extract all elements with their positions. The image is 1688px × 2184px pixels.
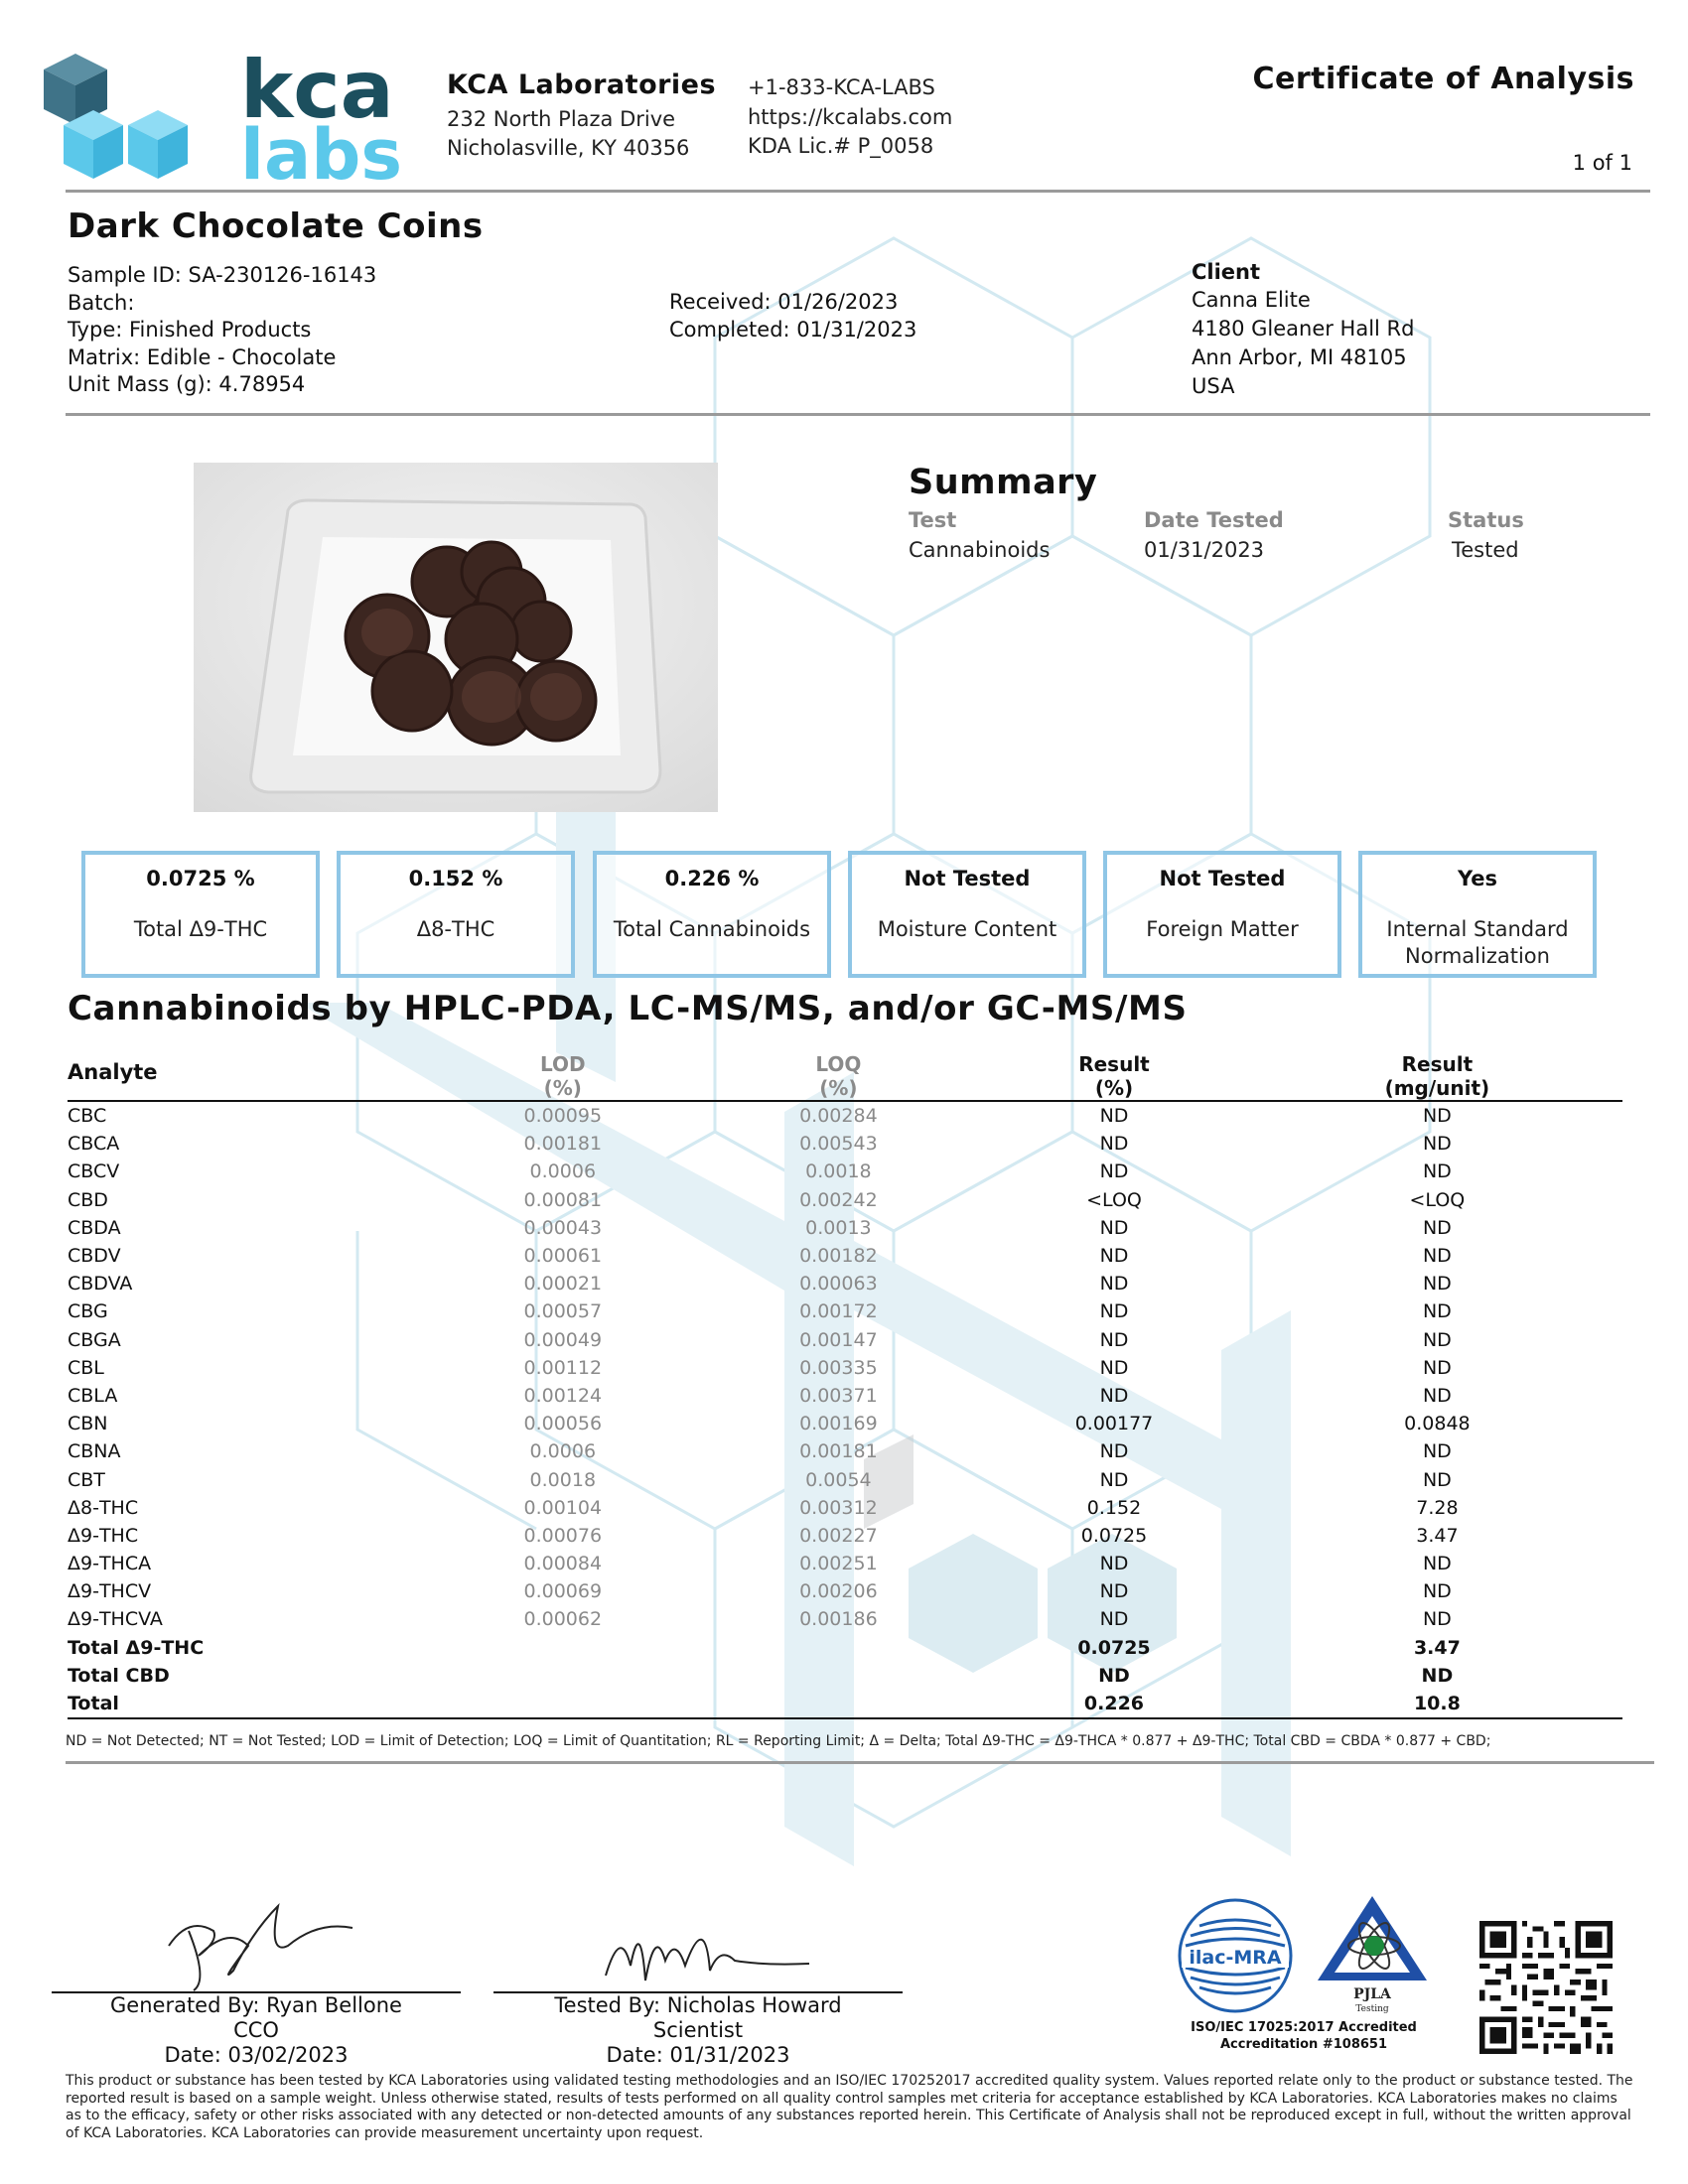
cell-analyte: CBDA [68, 1216, 121, 1239]
cell-lod: 0.00069 [523, 1580, 603, 1603]
signature-ryan-bellone [159, 1886, 357, 1995]
signer-right-name: Tested By: Nicholas Howard [554, 1993, 842, 2017]
result-box-total-cannabinoids [593, 851, 831, 978]
cell-result-pct: ND [1099, 1133, 1129, 1156]
cell-result-pct: ND [1099, 1580, 1129, 1603]
cannabinoids-table [68, 1044, 1622, 1719]
cell-result-mg: 3.47 [1413, 1636, 1461, 1659]
cell-result-mg: ND [1422, 1356, 1452, 1379]
cell-loq [701, 1662, 977, 1690]
logo-text-labs: labs [240, 114, 403, 189]
table-total-row [68, 1662, 1622, 1690]
cell-analyte: CBDV [68, 1245, 121, 1268]
cell-result-pct: ND [1099, 1328, 1129, 1351]
result-box-foreign-matter [1103, 851, 1341, 978]
cell-loq: 0.00335 [799, 1356, 878, 1379]
cell-result-mg: ND [1422, 1553, 1452, 1575]
cell-loq: 0.00371 [799, 1384, 878, 1407]
signature-block-left [52, 1993, 461, 2068]
sample-type: Type: Finished Products [68, 318, 312, 341]
result-box-label: Foreign Matter [1146, 917, 1299, 941]
cannabinoids-table-body [68, 1101, 1622, 1718]
cell-loq [701, 1634, 977, 1662]
result-box-normalization [1358, 851, 1597, 978]
cell-loq: 0.00186 [799, 1608, 878, 1631]
cell-result-pct: 0.00177 [1074, 1413, 1154, 1435]
cell-lod: 0.00112 [523, 1356, 603, 1379]
pjla-logo-text: PJLA [1353, 1986, 1391, 2002]
summary-status: Tested [1452, 538, 1519, 562]
cell-result-mg: ND [1422, 1160, 1452, 1183]
cell-result-pct: ND [1099, 1553, 1129, 1575]
completed-date: Completed: 01/31/2023 [669, 317, 917, 341]
lab-address-line1: 232 North Plaza Drive [447, 107, 676, 131]
client-country: USA [1192, 374, 1235, 398]
cell-result-pct: <LOQ [1086, 1188, 1142, 1211]
cell-result-mg: ND [1422, 1468, 1452, 1491]
table-row [68, 1522, 1622, 1550]
cell-analyte: CBG [68, 1300, 108, 1323]
received-date: Received: 01/26/2023 [669, 290, 899, 314]
signature-nicholas-howard [596, 1906, 814, 1995]
cell-lod: 0.0006 [529, 1440, 597, 1463]
summary-title: Summary [909, 463, 1098, 502]
table-header-row [68, 1044, 1622, 1101]
result-box-moisture [848, 851, 1086, 978]
col-loq [701, 1044, 977, 1101]
cell-loq: 0.00242 [799, 1188, 878, 1211]
cell-lod [425, 1662, 701, 1690]
cell-analyte: CBGA [68, 1328, 121, 1351]
product-photo [194, 463, 718, 812]
summary-test: Cannabinoids [909, 538, 1051, 562]
cell-lod: 0.00124 [523, 1384, 603, 1407]
signer-left-title: CCO [233, 2018, 279, 2042]
cell-loq: 0.00251 [799, 1553, 878, 1575]
table-row [68, 1242, 1622, 1270]
table-row [68, 1494, 1622, 1522]
sample-matrix: Matrix: Edible - Chocolate [68, 344, 337, 369]
accreditation-text [1180, 2019, 1428, 2053]
cell-analyte: Total Δ9-THC [68, 1636, 205, 1659]
result-box-d8-thc [337, 851, 575, 978]
table-row [68, 1297, 1622, 1325]
cell-lod [425, 1690, 701, 1718]
lab-name: KCA Laboratories [447, 69, 717, 100]
cell-analyte: CBC [68, 1105, 107, 1128]
table-row [68, 1158, 1622, 1185]
col-loq-unit: (%) [819, 1076, 858, 1100]
result-box-total-d9-thc [81, 851, 320, 978]
pjla-logo-subtext: Testing [1355, 2004, 1389, 2014]
ilac-mra-logo [1176, 1896, 1295, 2015]
col-loq-label: LOQ [815, 1052, 862, 1076]
table-row [68, 1382, 1622, 1410]
result-box-value: Not Tested [904, 867, 1031, 890]
table-row [68, 1577, 1622, 1605]
page-number: 1 of 1 [1572, 151, 1632, 175]
cell-result-pct: 0.226 [1083, 1693, 1145, 1715]
accreditation-line1: ISO/IEC 17025:2017 Accredited [1191, 2020, 1417, 2035]
cell-loq: 0.00206 [799, 1580, 878, 1603]
signer-left-name: Generated By: Ryan Bellone [110, 1993, 402, 2017]
cell-result-mg: ND [1422, 1384, 1452, 1407]
cell-lod: 0.00104 [523, 1496, 603, 1519]
cell-lod: 0.00181 [523, 1133, 603, 1156]
cell-lod: 0.00021 [523, 1273, 603, 1296]
result-box-label: Total Δ9-THC [133, 917, 268, 941]
cell-analyte: CBT [68, 1468, 105, 1491]
cell-result-pct: ND [1099, 1440, 1129, 1463]
cell-result-pct: ND [1099, 1356, 1129, 1379]
sample-batch: Batch: [68, 290, 135, 315]
table-row [68, 1186, 1622, 1214]
accreditation-line2: Accreditation #108651 [1220, 2037, 1387, 2052]
cell-result-mg: 7.28 [1416, 1496, 1459, 1519]
cell-result-mg: 3.47 [1416, 1524, 1459, 1547]
sample-unit-mass: Unit Mass (g): 4.78954 [68, 372, 306, 396]
client-city: Ann Arbor, MI 48105 [1192, 345, 1407, 369]
cannabinoids-section-title: Cannabinoids by HPLC-PDA, LC-MS/MS, and/or GC-MS/MS [68, 989, 1188, 1028]
cell-result-pct: ND [1099, 1160, 1129, 1183]
col-result-pct [976, 1044, 1252, 1101]
cell-result-mg: ND [1422, 1273, 1452, 1296]
summary-col-status: Status [1448, 508, 1524, 532]
cell-analyte: CBDVA [68, 1273, 133, 1296]
cell-loq: 0.00147 [799, 1328, 878, 1351]
cell-analyte: CBCV [68, 1160, 120, 1183]
table-row [68, 1101, 1622, 1130]
result-box-value: 0.152 % [408, 867, 503, 890]
col-result-pct-label: Result [1078, 1052, 1150, 1076]
logo-cubes-icon [44, 54, 188, 179]
result-box-label: Δ8-THC [416, 917, 495, 941]
cell-loq: 0.00312 [799, 1496, 878, 1519]
cell-analyte: Δ9-THCA [68, 1553, 152, 1575]
document-title: Certificate of Analysis [1252, 62, 1634, 96]
header-divider [66, 190, 1650, 193]
cell-lod: 0.00076 [523, 1524, 603, 1547]
table-total-row [68, 1690, 1622, 1718]
col-lod [425, 1044, 701, 1101]
cell-loq: 0.0013 [805, 1216, 872, 1239]
cell-loq: 0.00284 [799, 1105, 878, 1128]
cell-loq: 0.00543 [799, 1133, 878, 1156]
table-row [68, 1465, 1622, 1493]
table-footer-divider [66, 1761, 1654, 1764]
cell-lod: 0.0006 [529, 1160, 597, 1183]
summary-col-date: Date Tested [1144, 508, 1284, 532]
disclaimer-text: This product or substance has been tested by KCA Laboratories using validated testing methodologies and an ISO/IEC 170252017 accredited quality system. Values reported relate only to the product or substance tested. The reported result is based on a sample weight. Unless otherwise stated, results of tests performed on all quality control samples met criteria for acceptance established by KCA Laboratories. KCA Laboratories makes no claims as to the efficacy, safety or other risks associated with any detected or non-detected amounts of any substances reported herein. This Certificate of Analysis shall not be reproduced except in full, without the written approval of KCA Laboratories. KCA Laboratories can provide measurement uncertainty upon request. [66, 2073, 1633, 2141]
cell-lod: 0.00084 [523, 1553, 603, 1575]
cell-loq: 0.00181 [799, 1440, 878, 1463]
cell-analyte: CBD [68, 1188, 108, 1211]
product-name: Dark Chocolate Coins [68, 206, 484, 246]
col-result-mg-label: Result [1401, 1052, 1474, 1076]
table-row [68, 1605, 1622, 1633]
cell-loq: 0.00172 [799, 1300, 878, 1323]
cell-analyte: CBNA [68, 1440, 121, 1463]
table-row [68, 1270, 1622, 1297]
cell-loq: 0.00063 [799, 1273, 878, 1296]
result-box-value: 0.226 % [664, 867, 760, 890]
result-box-label: Internal Standard Normalization [1386, 917, 1569, 968]
lab-address-line2: Nicholasville, KY 40356 [447, 136, 690, 160]
col-result-pct-unit: (%) [1094, 1076, 1134, 1100]
cell-lod: 0.00049 [523, 1328, 603, 1351]
col-lod-unit: (%) [543, 1076, 582, 1100]
col-lod-label: LOD [539, 1052, 586, 1076]
summary-col-test: Test [909, 508, 957, 532]
cell-loq: 0.0018 [805, 1160, 872, 1183]
sample-id: Sample ID: SA-230126-16143 [68, 263, 377, 287]
logo-text-kca: kca [240, 44, 394, 136]
result-box-value: Yes [1457, 867, 1498, 890]
result-box-value: Not Tested [1159, 867, 1286, 890]
cell-result-pct: ND [1099, 1245, 1129, 1268]
cell-result-mg: ND [1422, 1328, 1452, 1351]
cell-lod: 0.00081 [523, 1188, 603, 1211]
product-divider [66, 413, 1650, 416]
cell-result-pct: ND [1099, 1105, 1129, 1128]
cell-result-mg: ND [1422, 1105, 1452, 1128]
table-row [68, 1130, 1622, 1158]
cell-loq [701, 1690, 977, 1718]
result-box-label: Moisture Content [877, 917, 1057, 941]
signer-right-date: Date: 01/31/2023 [606, 2043, 790, 2067]
table-row [68, 1410, 1622, 1437]
cell-loq: 0.00169 [799, 1413, 878, 1435]
cell-result-pct: 0.0725 [1080, 1524, 1148, 1547]
lab-license: KDA Lic.# P_0058 [748, 134, 934, 158]
result-box-label: Total Cannabinoids [613, 917, 811, 941]
cell-result-mg: ND [1422, 1216, 1452, 1239]
cell-result-mg: <LOQ [1409, 1188, 1466, 1211]
cell-result-pct: ND [1099, 1384, 1129, 1407]
cell-result-mg: ND [1422, 1608, 1452, 1631]
signer-right-title: Scientist [652, 2018, 744, 2042]
cell-analyte: Δ9-THCV [68, 1580, 152, 1603]
cell-loq: 0.00227 [799, 1524, 878, 1547]
cell-result-pct: 0.152 [1086, 1496, 1142, 1519]
client-name: Canna Elite [1192, 288, 1311, 312]
table-legend: ND = Not Detected; NT = Not Tested; LOD = Limit of Detection; LOQ = Limit of Quantitation; RL = Reporting Limit; Δ = Delta; Total Δ9-THC = Δ9-THCA * 0.877 + Δ9-THC; Total CBD = CBDA * 0.877 + CBD; [66, 1733, 1491, 1749]
cell-result-pct: ND [1098, 1664, 1130, 1687]
cell-result-mg: 0.0848 [1404, 1413, 1471, 1435]
col-result-mg-unit: (mg/unit) [1384, 1076, 1490, 1100]
cell-analyte: Total [68, 1693, 119, 1715]
cell-result-mg: ND [1421, 1664, 1454, 1687]
cell-analyte: Total CBD [68, 1664, 170, 1687]
sample-dates [669, 289, 916, 343]
signer-left-date: Date: 03/02/2023 [164, 2043, 349, 2067]
cell-lod [425, 1634, 701, 1662]
cell-analyte: Δ9-THC [68, 1524, 139, 1547]
pjla-logo [1313, 1891, 1432, 2015]
cell-lod: 0.00043 [523, 1216, 603, 1239]
table-row [68, 1326, 1622, 1354]
cell-lod: 0.00057 [523, 1300, 603, 1323]
cell-result-mg: ND [1422, 1580, 1452, 1603]
cell-analyte: CBN [68, 1413, 108, 1435]
cell-loq: 0.00182 [799, 1245, 878, 1268]
table-row [68, 1354, 1622, 1382]
cell-analyte: CBL [68, 1356, 104, 1379]
cell-lod: 0.00056 [523, 1413, 603, 1435]
client-block [1192, 258, 1414, 401]
cell-analyte: Δ9-THCVA [68, 1608, 163, 1631]
lab-phone: +1-833-KCA-LABS [748, 75, 935, 99]
cell-result-pct: ND [1099, 1468, 1129, 1491]
qr-code-icon[interactable] [1479, 1921, 1613, 2054]
cell-result-mg: ND [1422, 1133, 1452, 1156]
lab-website[interactable]: https://kcalabs.com [748, 105, 953, 129]
table-total-row [68, 1634, 1622, 1662]
cell-lod: 0.00095 [523, 1105, 603, 1128]
cell-loq: 0.0054 [805, 1468, 872, 1491]
cell-lod: 0.00062 [523, 1608, 603, 1631]
cell-result-pct: ND [1099, 1300, 1129, 1323]
cell-result-pct: ND [1099, 1608, 1129, 1631]
summary-date: 01/31/2023 [1144, 538, 1265, 562]
client-heading: Client [1192, 260, 1261, 284]
cell-result-pct: 0.0725 [1077, 1636, 1151, 1659]
cell-lod: 0.00061 [523, 1245, 603, 1268]
col-result-mg [1252, 1044, 1622, 1101]
client-street: 4180 Gleaner Hall Rd [1192, 317, 1415, 341]
cell-lod: 0.0018 [529, 1468, 597, 1491]
table-row [68, 1214, 1622, 1242]
cell-result-pct: ND [1099, 1216, 1129, 1239]
cell-result-mg: ND [1422, 1245, 1452, 1268]
cell-analyte: CBCA [68, 1133, 120, 1156]
kca-labs-logo [44, 40, 411, 189]
cell-result-pct: ND [1099, 1273, 1129, 1296]
ilac-logo-text: ilac-MRA [1189, 1947, 1282, 1969]
result-box-value: 0.0725 % [146, 867, 255, 890]
sample-info [68, 262, 376, 399]
signature-block-right [493, 1993, 903, 2068]
table-row [68, 1550, 1622, 1577]
col-analyte: Analyte [68, 1060, 158, 1084]
cell-result-mg: 10.8 [1413, 1693, 1461, 1715]
cell-result-mg: ND [1422, 1300, 1452, 1323]
table-row [68, 1437, 1622, 1465]
cell-analyte: Δ8-THC [68, 1496, 139, 1519]
cell-analyte: CBLA [68, 1384, 118, 1407]
cell-result-mg: ND [1422, 1440, 1452, 1463]
